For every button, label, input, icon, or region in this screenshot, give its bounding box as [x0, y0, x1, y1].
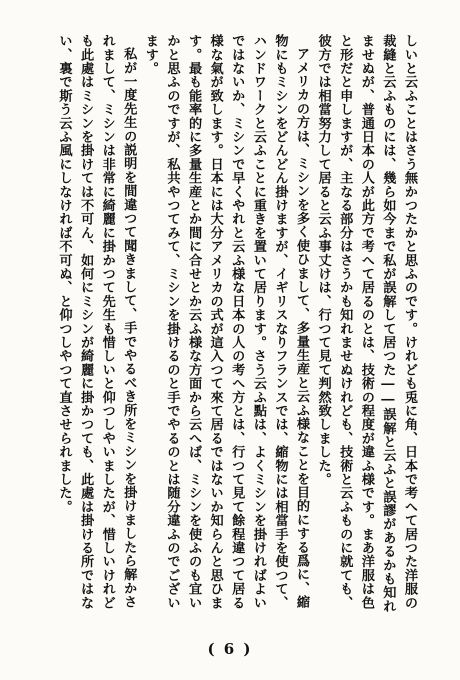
paragraph-3: 私が一度先生の説明を間違つて聞きまして、手でやるべき所をミシンを掛けましたら解かされまして、ミシンは非常に綺麗に掛かつて先生も惜しいと仰つしやいましたが、惜しいけれども此處はミシンを掛けては不可ん、如何にミシンが綺麗に掛かつても、此處は掛ける所ではない、裏で斯う云ふ風にしなければ不可ぬ、と仰つしやつて直させられました。 — [56, 34, 137, 610]
paragraph-2: アメリカの方は、ミシンを多く使ひまして、多量生産と云ふ様なことを目的にする爲に、縮物にもミシンをどんどん掛けますが、イギリスなりフランスでは、縮物には相當手を使つて、ハンドワークと云ふことに重きを置いて居ります。さう云ふ點は、よくミシンを掛ければよいではないか、ミシンで早くやれと云ふ様な日本の人の考へ方とは、行つて見て餘程違つて居る様な氣が致します。日本には大分アメリカの式が這入つて來て居るではないか知らんと思ひます。最も能率的に多量生産とか間に合せとか云ふ様な方面から云へば、ミシンを使ふのも宜いかと思ふのですが、私共やつてみて、ミシンを掛けるのと手でやるのとは随分違ふのでございます。 — [142, 34, 310, 610]
body-text — [40, 34, 420, 614]
paragraph-1: しいと云ふことはさう無かつたかと思ふのです。けれども兎に角、日本で考へて居つた洋服の裁縫と云ふものには、幾ら如今まで私が誤解して居つた――誤解と云ふと誤謬があるかも知れませぬが、普通日本の人が此方で考へて居るのとは、技術の程度が違ふ様です。まあ洋服は色と形だと申しますが、主なる部分はさうかも知れませぬけれども、技術と云ふものに就ても、彼方では相當努力して居ると云ふ事丈けは、行つて見て判然致しました。 — [315, 34, 417, 613]
page-number: ( 6 ) — [207, 640, 253, 658]
